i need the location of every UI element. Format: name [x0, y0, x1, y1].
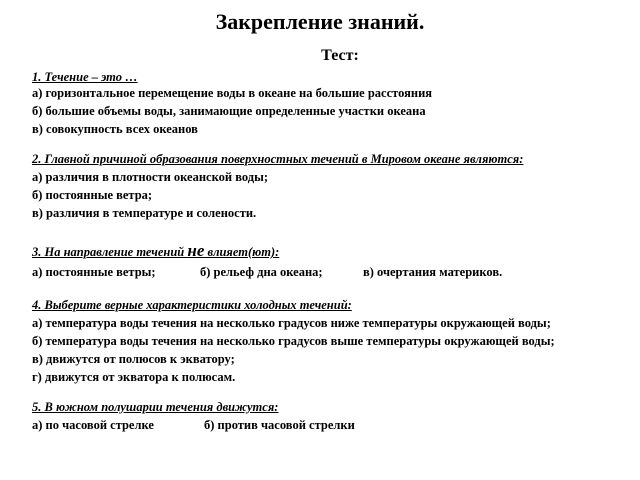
question-1-answer-c: в) совокупность всех океанов — [32, 122, 198, 136]
question-3-heading — [32, 242, 279, 261]
question-3-heading-end: влияет(ют): — [204, 245, 280, 259]
question-4-heading: 4. Выберите верные характеристики холодных течений: — [32, 298, 352, 312]
question-1-heading: 1. Течение – это … — [32, 70, 138, 84]
question-3-answer-a: а) постоянные ветры; — [32, 265, 156, 279]
question-4-answer-b: б) температура воды течения на несколько градусов выше температуры окружающей воды; — [32, 334, 555, 348]
question-5-answer-a: а) по часовой стрелке — [32, 418, 154, 432]
page-title: Закрепление знаний. — [215, 9, 425, 34]
question-4-answer-d: г) движутся от экватора к полюсам. — [32, 370, 236, 384]
question-3-heading-emphasis: не — [187, 241, 205, 260]
question-3-answer-b: б) рельеф дна океана; — [200, 265, 323, 279]
question-4-answer-c: в) движутся от полюсов к экватору; — [32, 352, 235, 366]
question-5-heading: 5. В южном полушарии течения движутся: — [32, 400, 279, 414]
question-5-answers — [32, 416, 355, 434]
question-5-answer-b: б) против часовой стрелки — [204, 418, 355, 432]
question-2-heading: 2. Главной причиной образования поверхностных течений в Мировом океане являются: — [32, 152, 524, 166]
test-subtitle: Тест: — [321, 47, 359, 64]
question-1-answer-a: а) горизонтальное перемещение воды в океане на большие расстояния — [32, 86, 433, 100]
question-2-answer-c: в) различия в температуре и солености. — [32, 206, 257, 220]
question-2-answer-a: а) различия в плотности океанской воды; — [32, 170, 269, 184]
question-3-heading-start: 3. На направление течений — [32, 245, 188, 259]
question-3-answers — [32, 263, 502, 281]
question-1-answer-b: б) большие объемы воды, занимающие определенные участки океана — [32, 104, 426, 118]
question-4-answer-a: а) температура воды течения на несколько градусов ниже температуры окружающей воды; — [32, 316, 551, 330]
question-2-answer-b: б) постоянные ветра; — [32, 188, 153, 202]
question-3-answer-c: в) очертания материков. — [363, 265, 503, 279]
